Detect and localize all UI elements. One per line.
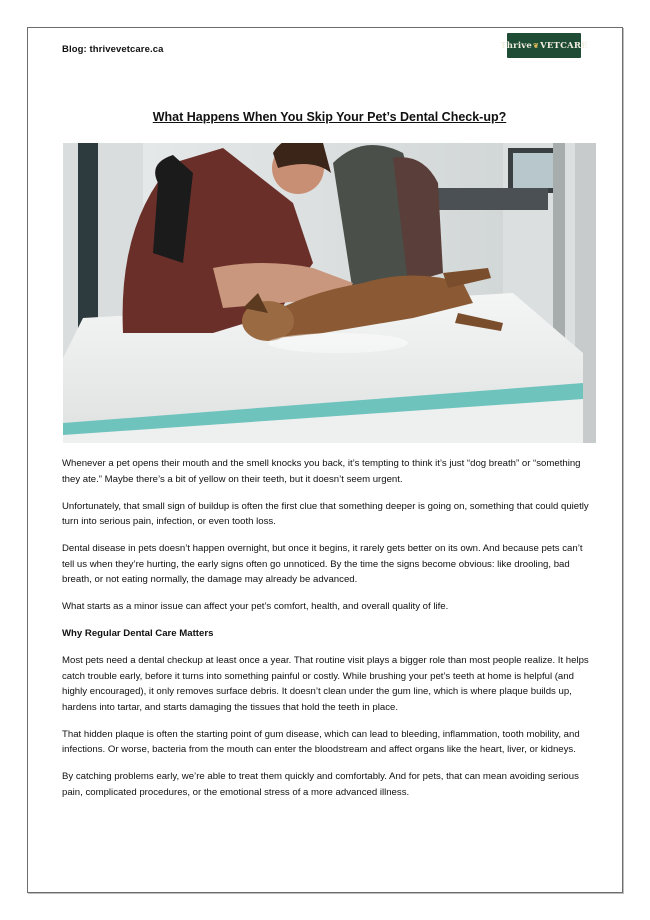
logo-text-left: Thrive [500,40,532,51]
paragraph: Most pets need a dental checkup at least once a year. That routine visit plays a bigger role than most people realize. It helps catch trouble early, before it turns into something painful or costly. While brushing your pet’s teeth at home is helpful (and highly encouraged), it only removes surface debris. It doesn’t clean under the gum line, which is where plaque builds up, hardens into tartar, and starts damaging the tissues that hold the teeth in place. [62,655,589,713]
paragraph: Whenever a pet opens their mouth and the smell knocks you back, it’s tempting to think it’s just “dog breath” or “something they ate.” Maybe there’s a bit of yellow on their teeth, but it doesn’t seem urgent. [62,458,581,485]
article-title: What Happens When You Skip Your Pet’s Dental Check-up? [152,110,507,124]
paragraph: Unfortunately, that small sign of buildup is often the first clue that something deeper is going on, something that could quietly turn into serious pain, infection, or even tooth loss. [62,500,589,527]
article-body [62,456,597,812]
paragraph: That hidden plaque is often the starting point of gum disease, which can lead to bleeding, inflammation, tooth mobility, and infections. Or worse, bacteria from the mouth can enter the bloodstream and affect organs like the heart, liver, or kidneys. [62,728,580,755]
paragraph: What starts as a minor issue can affect your pet’s comfort, health, and overall quality of life. [62,601,449,612]
logo-text-right: VETCARE [540,40,588,51]
section-heading: Why Regular Dental Care Matters [62,628,214,639]
leaf-icon: ❦ [533,41,540,50]
hero-photo-vet-examining-dog [63,143,596,443]
thrive-vetcare-logo [500,33,588,58]
paragraph: Dental disease in pets doesn’t happen overnight, but once it begins, it rarely gets better on its own. And because pets can’t tell us when they’re hurting, the early signs often go unnoticed. By the time the signs become obvious: like drooling, bad breath, or not eating normally, the damage may already be advanced. [62,543,583,585]
blog-label: Blog: thrivevetcare.ca [62,44,164,55]
paragraph: By catching problems early, we’re able to treat them quickly and comfortably. And for pets, that can mean avoiding serious pain, complicated procedures, or the emotional stress of a more advanced illness. [62,771,579,798]
